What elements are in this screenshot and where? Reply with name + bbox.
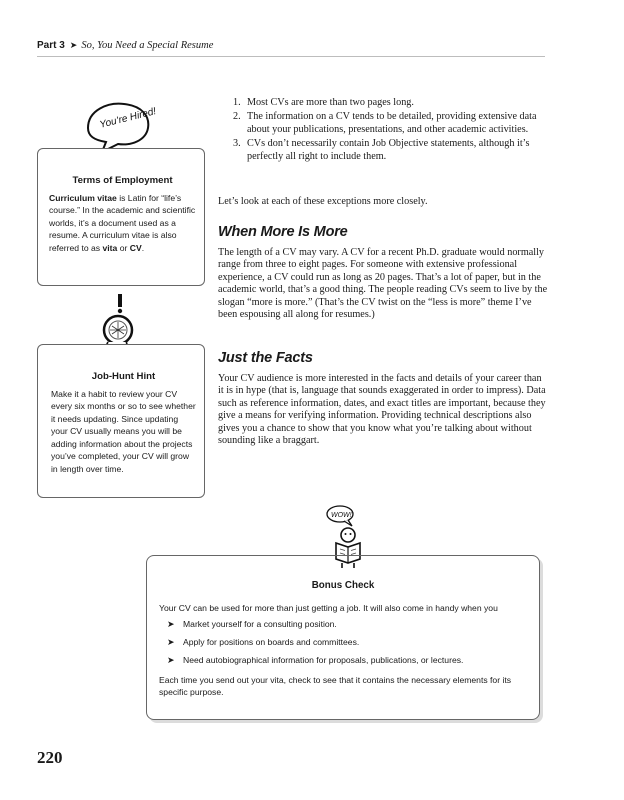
section-heading-facts: Just the Facts [218,350,313,366]
bonus-title: Bonus Check [311,580,375,591]
sidebar-job-hunt-hint [37,344,205,498]
bullet-arrow-icon: ➤ [167,619,175,629]
list-item: ➤ Market yourself for a consulting position. [167,619,337,629]
bonus-check-box [146,555,540,720]
bullet-arrow-icon: ➤ [167,637,175,647]
header-arrow-icon: ➤ [69,40,78,50]
header-rule [37,56,545,57]
header-part: Part 3 [37,40,65,51]
running-header [37,40,545,51]
sidebar-terms-text: Curriculum vitae is Latin for “life’s course.” In the academic and scientific worlds, it’s a document used as a resume. A curriculum vitae is also referred to as vita or CV. [49,192,196,253]
list-item: 2. The information on a CV tends to be detailed, providing extensive data about your publications, presentations, and other academic activities. [233,111,537,135]
sidebar-terms-of-employment [37,148,205,286]
list-item: ➤ Apply for positions on boards and committees. [167,637,360,647]
bonus-closing: Each time you send out your vita, check to see that it contains the necessary elements for its specific purpose. [159,675,512,697]
intro-paragraph: Let’s look at each of these exceptions more closely. [218,196,428,207]
exceptions-list [218,97,548,163]
list-item: 1. Most CVs are more than two pages long. [233,97,414,108]
header-chapter: So, You Need a Special Resume [81,40,214,51]
sidebar-hint-title: Job-Hunt Hint [91,371,156,382]
bullet-arrow-icon: ➤ [167,655,175,665]
sidebar-hint-text: Make it a habit to review your CV every six months or so to see whether it needs updating. Since updating your CV usually means you will be adding information about the projects you’ve completed, your CV will grow in length over time. [51,388,196,474]
bonus-intro: Your CV can be used for more than just getting a job. It will also come in handy when you [159,603,498,613]
section-heading-more: When More Is More [218,224,348,240]
section-text-more: The length of a CV may vary. A CV for a recent Ph.D. graduate would normally range from three to eight pages. For someone with extensive professional experience, a CV could run as long as 20 pages. That’s a lot of paper, but in the academic world, that’s a good thing. The people reading CVs seem to live by the slogan “more is more.” (That’s the CV twist on the “less is more” theme I’ve been espousing all along for resumes.) [218,247,548,321]
section-text-facts: Your CV audience is more interested in the facts and details of your career than it is in hype (that is, language that sounds exaggerated in order to impress). Data such as reference information, dates, and exact titles are important, because they give a means for verifying information. Providing technical descriptions also gives you a chance to show that you know what you’re talking about without sounding like a braggart. [218,373,546,447]
bubble-text: You’re Hired! [98,106,158,131]
page-number: 220 [37,748,63,767]
wow-bubble-text: WOW! [331,512,352,519]
bonus-bullet-list [159,618,527,666]
list-item: ➤ Need autobiographical information for proposals, publications, or lectures. [167,655,464,665]
sidebar-terms-title: Terms of Employment [72,175,173,186]
list-item: 3. CVs don’t necessarily contain Job Objective statements, although it’s perfectly all right to include them. [233,138,530,162]
